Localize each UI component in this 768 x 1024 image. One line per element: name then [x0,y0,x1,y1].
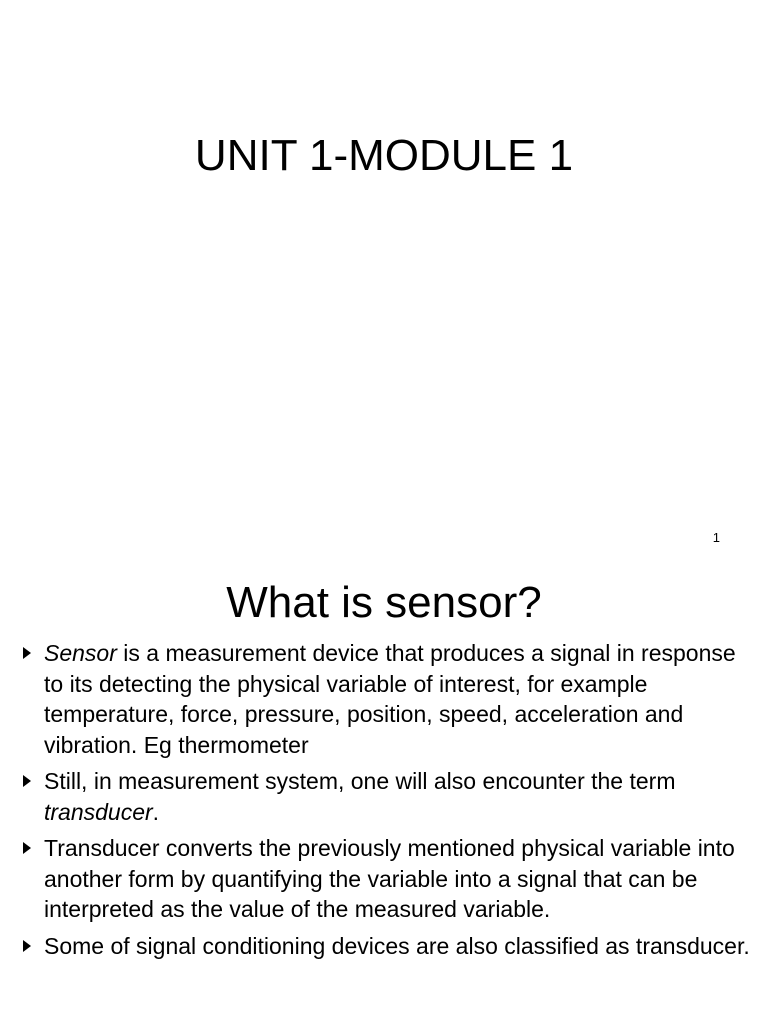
bullet-item [20,931,755,962]
bullet-text: Still, in measurement system, one will also encounter the term [44,768,676,794]
slide-title: UNIT 1-MODULE 1 [194,131,574,180]
page-number: 1 [712,530,720,545]
bullet-list [20,638,755,967]
bullet-italic-tail: transducer [44,798,153,825]
bullet-text: is a measurement device that produces a signal in response to its detecting the physical variable of interest, for example temperature, force, pressure, position, speed, acceleration and vibration. Eg thermometer [44,640,736,758]
triangle-bullet-icon [23,842,31,854]
bullet-text: Transducer converts the previously mentioned physical variable into another form by quantifying the variable into a signal that can be interpreted as the value of the measured variable. [44,835,735,922]
slide-2 [0,560,768,1024]
triangle-bullet-icon [23,775,31,787]
bullet-item [20,833,755,925]
bullet-item [20,766,755,827]
triangle-bullet-icon [23,940,31,952]
bullet-punctuation: . [152,798,160,825]
bullet-item [20,638,755,760]
triangle-bullet-icon [23,647,31,659]
bullet-italic-lead: Sensor [44,640,117,666]
slide-title: What is sensor? [226,578,542,627]
bullet-text: Some of signal conditioning devices are also classified as transducer. [44,932,750,959]
